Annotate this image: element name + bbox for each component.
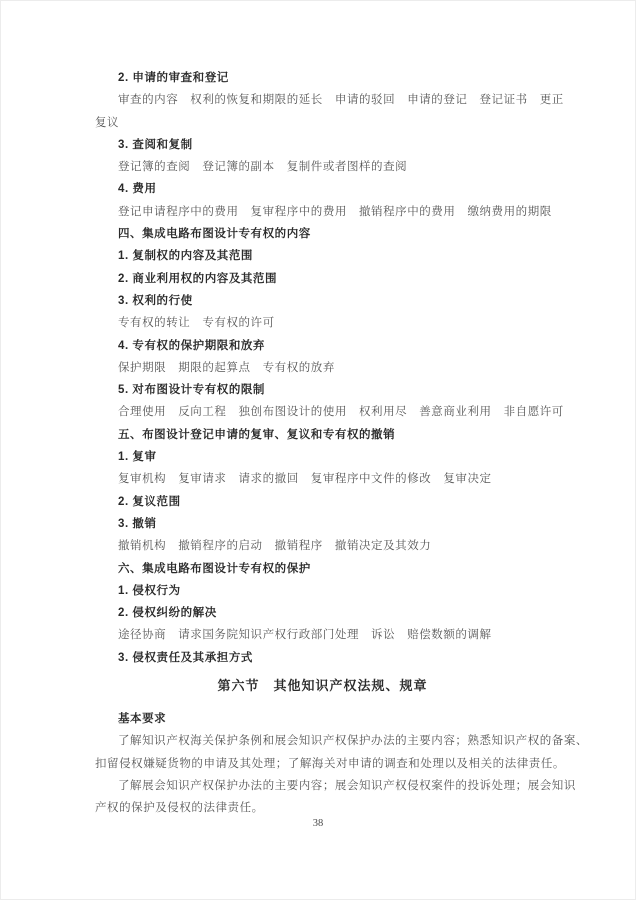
outline-items-line: 保护期限 期限的起算点 专有权的放弃 xyxy=(118,361,335,374)
outline-items-line: 登记申请程序中的费用 复审程序中的费用 撤销程序中的费用 缴纳费用的期限 xyxy=(118,205,552,218)
outline-heading: 3. 侵权责任及其承担方式 xyxy=(118,651,253,664)
outline-items-line: 专有权的转让 专有权的许可 xyxy=(118,317,275,330)
outline-heading: 2. 申请的审查和登记 xyxy=(118,72,229,84)
outline-heading: 五、布图设计登记申请的复审、复议和专有权的撤销 xyxy=(118,428,396,441)
outline-items-line: 途径协商 请求国务院知识产权行政部门处理 诉讼 赔偿数额的调解 xyxy=(118,629,492,642)
outline-heading: 1. 复制权的内容及其范围 xyxy=(118,250,253,263)
document-content xyxy=(95,67,588,820)
section-title: 第六节 其他知识产权法规、规章 xyxy=(217,678,428,694)
outline-heading: 3. 权利的行使 xyxy=(118,294,193,307)
outline-heading: 1. 复审 xyxy=(118,451,157,464)
wrapped-continuation-line: 扣留侵权嫌疑货物的申请及其处理；了解海关对申请的调查和处理以及相关的法律责任。 xyxy=(95,757,565,770)
outline-items-line: 复审机构 复审请求 请求的撤回 复审程序中文件的修改 复审决定 xyxy=(118,473,492,486)
outline-heading: 2. 复议范围 xyxy=(118,495,181,508)
outline-heading: 3. 查阅和复制 xyxy=(118,138,193,151)
outline-heading: 1. 侵权行为 xyxy=(118,584,181,597)
wrapped-continuation-line: 复议 xyxy=(95,116,120,129)
page-number: 38 xyxy=(312,818,324,829)
outline-heading: 4. 费用 xyxy=(118,183,157,196)
outline-heading: 六、集成电路布图设计专有权的保护 xyxy=(118,562,311,575)
outline-items-line: 合理使用 反向工程 独创布图设计的使用 权利用尽 善意商业利用 非自愿许可 xyxy=(118,406,564,419)
outline-heading: 4. 专有权的保护期限和放弃 xyxy=(118,339,265,352)
outline-heading: 2. 商业利用权的内容及其范围 xyxy=(118,272,278,285)
wrapped-continuation-line: 产权的保护及侵权的法律责任。 xyxy=(95,802,264,815)
outline-heading: 5. 对布图设计专有权的限制 xyxy=(118,384,265,397)
outline-heading: 四、集成电路布图设计专有权的内容 xyxy=(118,228,311,241)
paragraph-line: 了解展会知识产权保护办法的主要内容；展会知识产权侵权案件的投诉处理；展会知识 xyxy=(118,779,576,792)
outline-items-line: 审查的内容 权利的恢复和期限的延长 申请的驳回 申请的登记 登记证书 更正 xyxy=(118,94,564,107)
outline-items-line: 撤销机构 撤销程序的启动 撤销程序 撤销决定及其效力 xyxy=(118,540,432,553)
outline-heading: 3. 撤销 xyxy=(118,517,157,530)
outline-heading: 2. 侵权纠纷的解决 xyxy=(118,607,217,620)
paragraph-line: 了解知识产权海关保护条例和展会知识产权保护办法的主要内容；熟悉知识产权的备案、 xyxy=(118,735,588,748)
outline-items-line: 登记簿的查阅 登记簿的副本 复制件或者图样的查阅 xyxy=(118,161,408,174)
outline-heading: 基本要求 xyxy=(118,713,167,726)
